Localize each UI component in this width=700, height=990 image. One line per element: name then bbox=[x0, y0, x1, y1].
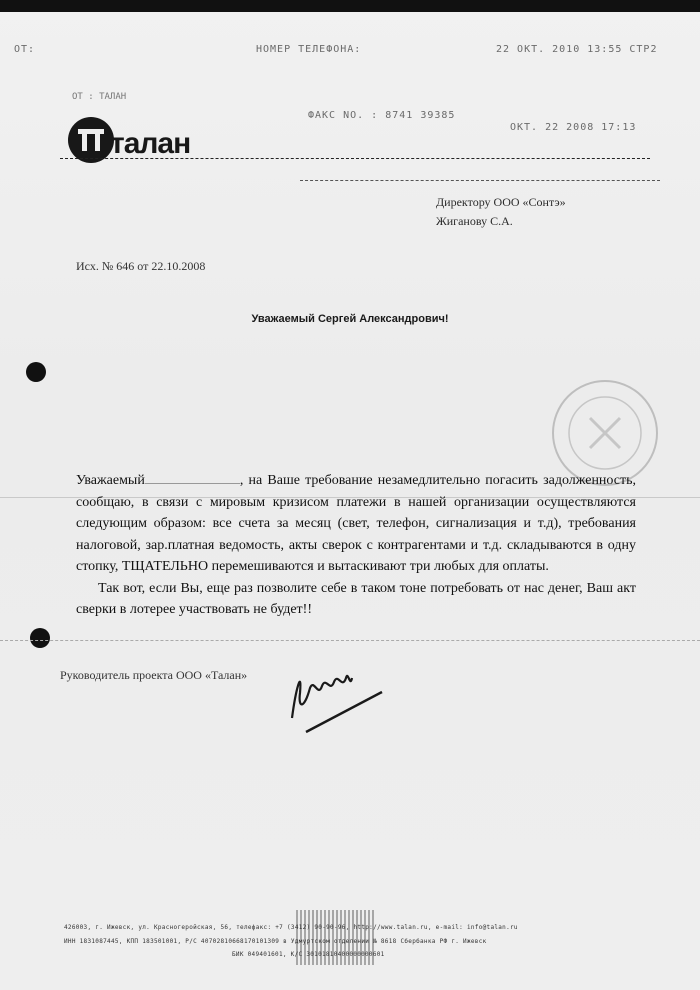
redacted-name-field bbox=[145, 471, 240, 484]
addressee-line2: Жиганову С.А. bbox=[436, 214, 513, 228]
letter-body bbox=[76, 470, 636, 621]
body-p1-rest: , на Ваше требование незамедлительно погасить задолженность, сообщаю, в связи с мировым кризисом платежи в нашей организации осуществляются следующим образом: все счета за месяц (свет, телефон, сигнализация и т.д), требования налоговой, зар.платная ведомость, акты сверок с контрагентами и т.д. складываются в одну стопку, ТЩАТЕЛЬНО перемешиваются и вытаскивают три любых для оплаты. bbox=[76, 473, 636, 574]
punch-hole-top bbox=[26, 362, 46, 382]
body-paragraph-2: Так вот, если Вы, еще раз позволите себе в таком тоне потребовать от нас денег, Ваш акт сверки в лотерее участвовать не будет!! bbox=[76, 580, 636, 617]
header-rule-2 bbox=[300, 180, 660, 181]
footer-requisites: ИНН 1831087445, КПП 183501001, Р/С 40702810668170101309 в Удмуртском отделении № 8618 Сбербанка РФ г. Ижевск bbox=[64, 938, 487, 945]
fax-number: ФАКС NO. : 8741 39385 bbox=[308, 110, 456, 121]
fax-phone-label: НОМЕР ТЕЛЕФОНА: bbox=[256, 44, 362, 55]
fax-datetime-secondary: ОКТ. 22 2008 17:13 bbox=[510, 122, 637, 133]
fax-from-label: ОТ: bbox=[14, 44, 36, 55]
addressee-line1: Директору ООО «Сонтэ» bbox=[436, 195, 566, 209]
fax-streak bbox=[0, 640, 700, 641]
punch-hole-bottom bbox=[30, 628, 50, 648]
outgoing-reference: Исх. № 646 от 22.10.2008 bbox=[76, 259, 206, 273]
body-p1-start: Уважаемый bbox=[76, 473, 145, 488]
handwritten-signature bbox=[282, 648, 392, 738]
logo-text: талан bbox=[110, 127, 191, 160]
header-rule bbox=[60, 158, 650, 159]
logo-mark-icon bbox=[68, 117, 114, 163]
footer-bank: БИК 049401601, К/С 30101810400000000601 bbox=[232, 951, 385, 958]
logo-caption: ОТ : ТАЛАН bbox=[72, 92, 127, 102]
signer-title: Руководитель проекта ООО «Талан» bbox=[60, 668, 248, 682]
letter-salutation: Уважаемый Сергей Александрович! bbox=[251, 313, 449, 325]
body-paragraph-1 bbox=[76, 470, 636, 578]
footer-address: 426003, г. Ижевск, ул. Красногеройская, 56, телефакс: +7 (3412) 90-90-96, http://www.talan.ru, e-mail: info@talan.ru bbox=[64, 924, 518, 931]
scan-edge bbox=[0, 0, 700, 12]
fax-datetime: 22 ОКТ. 2010 13:55 СТР2 bbox=[496, 44, 658, 55]
addressee-block bbox=[436, 193, 566, 231]
